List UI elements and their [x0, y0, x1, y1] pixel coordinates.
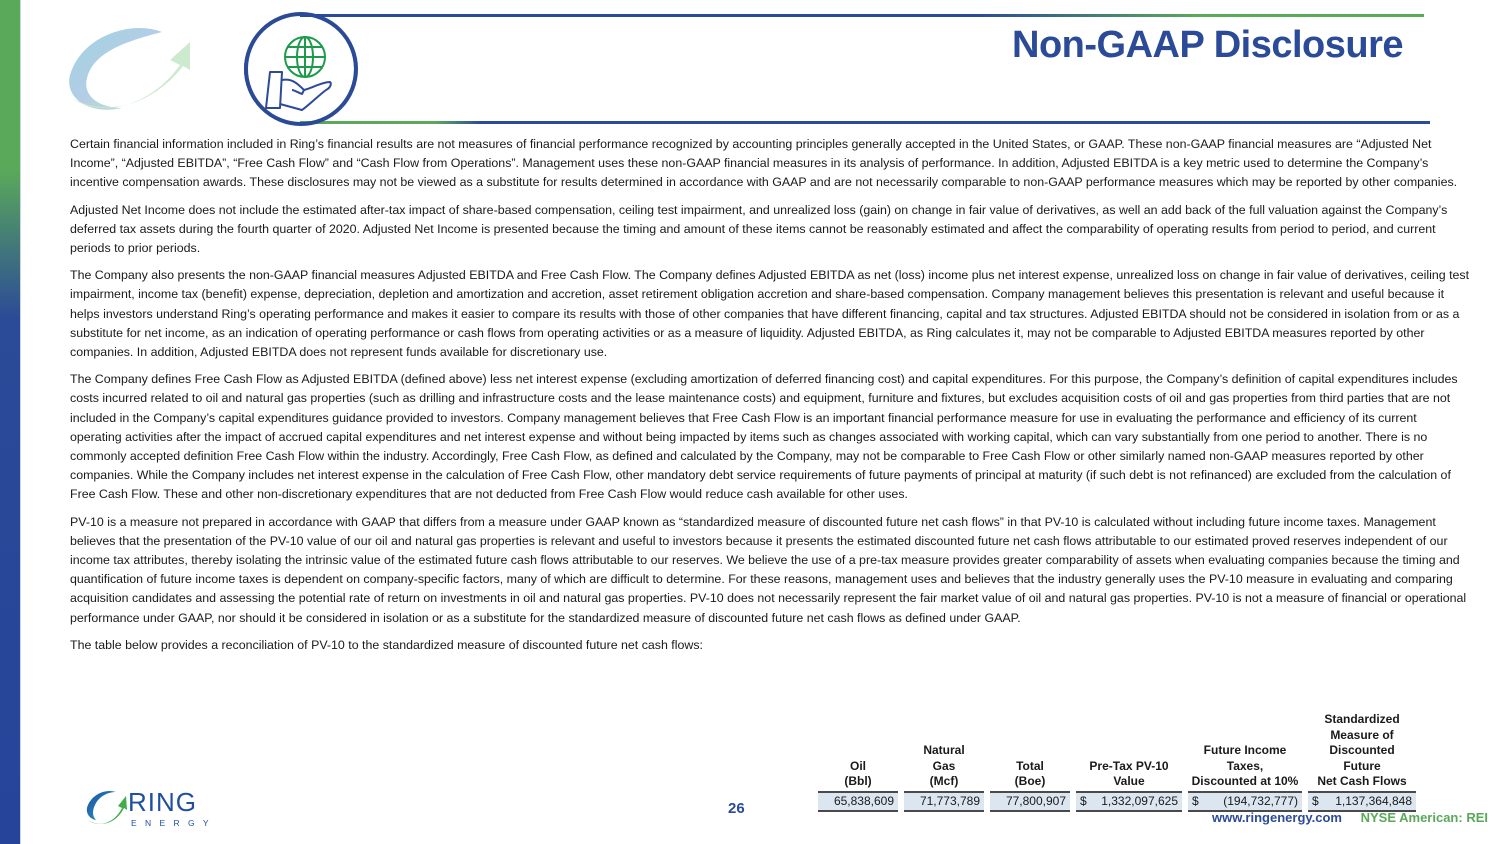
logo-wordmark: RING: [128, 787, 197, 817]
header-bottom-rule: [300, 121, 1430, 124]
ring-arrow-watermark-icon: [62, 20, 202, 120]
column-header-future-income-taxes: Future Income Taxes, Discounted at 10%: [1188, 712, 1302, 793]
ring-energy-logo: [84, 786, 219, 828]
paragraph-adjusted-net-income: Adjusted Net Income does not include the estimated after-tax impact of share-based compensation, ceiling test impairment, and unrealized loss (gain) on change in fair value of derivatives, as well an add back of the full valuation against the Company’s deferred tax assets during the fourth quarter of 2020. Adjusted Net Income is presented because the timing and amount of these items cannot be reasonably estimated and affect the comparability of operating results from period to period, and current periods to prior periods.: [70, 202, 1448, 256]
pv10-reconciliation-table: [812, 712, 1422, 812]
stock-ticker: NYSE American: REI: [1360, 810, 1488, 825]
paragraph-adjusted-ebitda: The Company also presents the non-GAAP financial measures Adjusted EBITDA and Free Cash Flow. The Company defines Adjusted EBITDA as net (loss) income plus net interest expense, unrealized loss on change in fair value of derivatives, ceiling test impairment, income tax (benefit) expense, depreciation, depletion and amortization and accretion, asset retirement obligation accretion and share-based compensation. Company management believes this presentation is relevant and useful because it helps investors understand Ring’s operating performance and makes it easier to compare its results with those of other companies that have different financing, capital and tax structures. Adjusted EBITDA should not be considered in isolation from or as a substitute for net income, as an indication of operating performance or cash flows from operating activities or as a measure of liquidity. Adjusted EBITDA, as Ring calculates it, may not be comparable to Adjusted EBITDA measures reported by other companies. In addition, Adjusted EBITDA does not represent funds available for discretionary use.: [70, 268, 1470, 360]
cell-oil: 65,838,609: [818, 793, 898, 812]
table-header-row: [818, 712, 1416, 793]
cell-future-income-taxes: $ (194,732,777): [1188, 793, 1302, 812]
ring-swoosh-icon: [87, 791, 116, 820]
website-link[interactable]: www.ringenergy.com: [1211, 810, 1342, 825]
cell-total: 77,800,907: [990, 793, 1070, 812]
page-title: Non-GAAP Disclosure: [1012, 24, 1403, 66]
disclosure-body: [70, 135, 1470, 663]
cell-standardized-measure: $ 1,137,364,848: [1308, 793, 1416, 812]
globe-in-hand-icon: [242, 10, 360, 128]
paragraph-table-intro: The table below provides a reconciliation of PV-10 to the standardized measure of discounted future net cash flows:: [70, 637, 703, 652]
cell-pretax-pv10: $ 1,332,097,625: [1076, 793, 1182, 812]
column-header-pretax-pv10: Pre-Tax PV-10 Value: [1076, 712, 1182, 793]
page-number: 26: [728, 800, 745, 817]
column-header-natural-gas: Natural Gas (Mcf): [904, 712, 984, 793]
paragraph-free-cash-flow: The Company defines Free Cash Flow as Adjusted EBITDA (defined above) less net interest expense (excluding amortization of deferred financing cost) and capital expenditures. For this purpose, the Company’s definition of capital expenditures includes costs incurred related to oil and natural gas properties (such as drilling and infrastructure costs and the lease maintenance costs) and equipment, furniture and fixtures, but excludes acquisition costs of oil and gas properties from third parties that are not included in the Company’s capital expenditures guidance provided to investors. Company management believes that Free Cash Flow is an important financial performance measure for use in evaluating the performance and efficiency of its current operating activities after the impact of accrued capital expenditures and net interest expense and without being impacted by items such as changes associated with working capital, which can vary substantially from one period to another. There is no commonly accepted definition Free Cash Flow within the industry. Accordingly, Free Cash Flow, as defined and calculated by the Company, may not be comparable to Free Cash Flow or other similarly named non-GAAP measures reported by other companies. While the Company includes net interest expense in the calculation of Free Cash Flow, other mandatory debt service requirements of future payments of principal at maturity (if such debt is not refinanced) are excluded from the calculation of Free Cash Flow. These and other non-discretionary expenditures that are not deducted from Free Cash Flow would reduce cash available for other uses.: [70, 372, 1458, 502]
table-row: [818, 793, 1416, 812]
logo-subtitle: E N E R G Y: [131, 818, 212, 828]
side-accent-bar: [0, 0, 21, 844]
cell-natural-gas: 71,773,789: [904, 793, 984, 812]
paragraph-pv10: PV-10 is a measure not prepared in accordance with GAAP that differs from a measure under GAAP known as “standardized measure of discounted future net cash flows” in that PV-10 is calculated without including future income taxes. Management believes that the presentation of the PV-10 value of our oil and natural gas properties is relevant and useful to investors because it presents the estimated discounted future net cash flows attributable to our estimated proved reserves independent of our income tax attributes, thereby isolating the intrinsic value of the estimated future cash flows attributable to our reserves. We believe the use of a pre-tax measure provides greater comparability of assets when evaluating companies because the timing and quantification of future income taxes is dependent on company-specific factors, many of which are difficult to determine. For these reasons, management uses and believes that the industry generally uses the PV-10 measure in evaluating and comparing acquisition candidates and assessing the potential rate of return on investments in oil and natural gas properties. PV-10 does not necessarily represent the fair market value of oil and natural gas properties. PV-10 is not a measure of financial or operational performance under GAAP, nor should it be considered in isolation or as a substitute for the standardized measure of discounted future net cash flows as defined under GAAP.: [70, 514, 1467, 625]
paragraph-non-gaap-intro: Certain financial information included in Ring’s financial results are not measures of financial performance recognized by accounting principles generally accepted in the United States, or GAAP. These non-GAAP financial measures are “Adjusted Net Income”, “Adjusted EBITDA”, “Free Cash Flow” and “Cash Flow from Operations”. Management uses these non-GAAP financial measures in its analysis of performance. In addition, Adjusted EBITDA is a key metric used to determine the Company’s incentive compensation awards. These disclosures may not be viewed as a substitute for results determined in accordance with GAAP and are not necessarily comparable to non-GAAP performance measures which may be reported by other companies.: [70, 137, 1458, 190]
header-top-rule: [300, 14, 1424, 17]
column-header-standardized-measure: Standardized Measure of Discounted Future Net Cash Flows: [1308, 712, 1416, 793]
column-header-oil: Oil (Bbl): [818, 712, 898, 793]
column-header-total: Total (Boe): [990, 712, 1070, 793]
